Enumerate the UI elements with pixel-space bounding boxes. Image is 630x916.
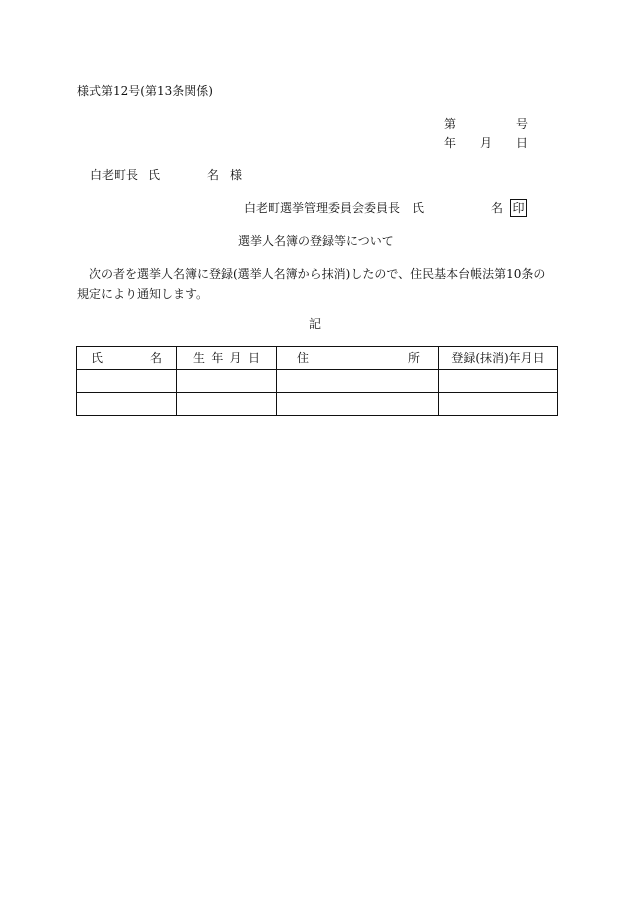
table-cell: [439, 393, 558, 416]
body-text: 次の者を選挙人名簿に登録(選挙人名簿から抹消)したので、住民基本台帳法第10条の規定により通知します。: [77, 267, 546, 301]
date-day: 日: [516, 136, 529, 150]
notice-table: [76, 346, 558, 416]
addressee-name-label-2: 名: [207, 168, 220, 182]
table-cell: [77, 393, 177, 416]
table-cell: [77, 370, 177, 393]
doc-number-suffix: 号: [516, 117, 529, 131]
header-birth-date: 生 年 月 日: [177, 347, 277, 370]
sender-line: [244, 201, 534, 217]
addressee-line: [90, 168, 243, 182]
addressee-honorific: 様: [230, 168, 243, 182]
header-address: 住 所: [277, 347, 439, 370]
table-cell: [177, 370, 277, 393]
date-year: 年: [444, 136, 457, 150]
table-row: [77, 393, 558, 416]
sender-name-label: 名: [491, 201, 504, 215]
table-row: [77, 370, 558, 393]
addressee-name-label: 氏: [148, 168, 161, 182]
header-name: 氏 名: [77, 347, 177, 370]
table-header-row: [77, 347, 558, 370]
table-cell: [177, 393, 277, 416]
table-cell: [439, 370, 558, 393]
doc-number-prefix: 第: [444, 117, 457, 131]
table-cell: [277, 370, 439, 393]
date-line: [444, 136, 529, 150]
table-cell: [277, 393, 439, 416]
seal-box: 印: [510, 199, 527, 217]
form-number: 様式第12号(第13条関係): [77, 84, 213, 98]
sender-org-title: 白老町選挙管理委員会委員長 氏: [244, 201, 425, 215]
addressee-title: 白老町長: [90, 168, 139, 182]
date-month: 月: [480, 136, 493, 150]
header-registration-date: 登録(抹消)年月日: [439, 347, 558, 370]
subject-title: 選挙人名簿の登録等について: [238, 234, 394, 248]
heading-ki: 記: [309, 317, 322, 331]
document-number-line: [444, 117, 529, 131]
